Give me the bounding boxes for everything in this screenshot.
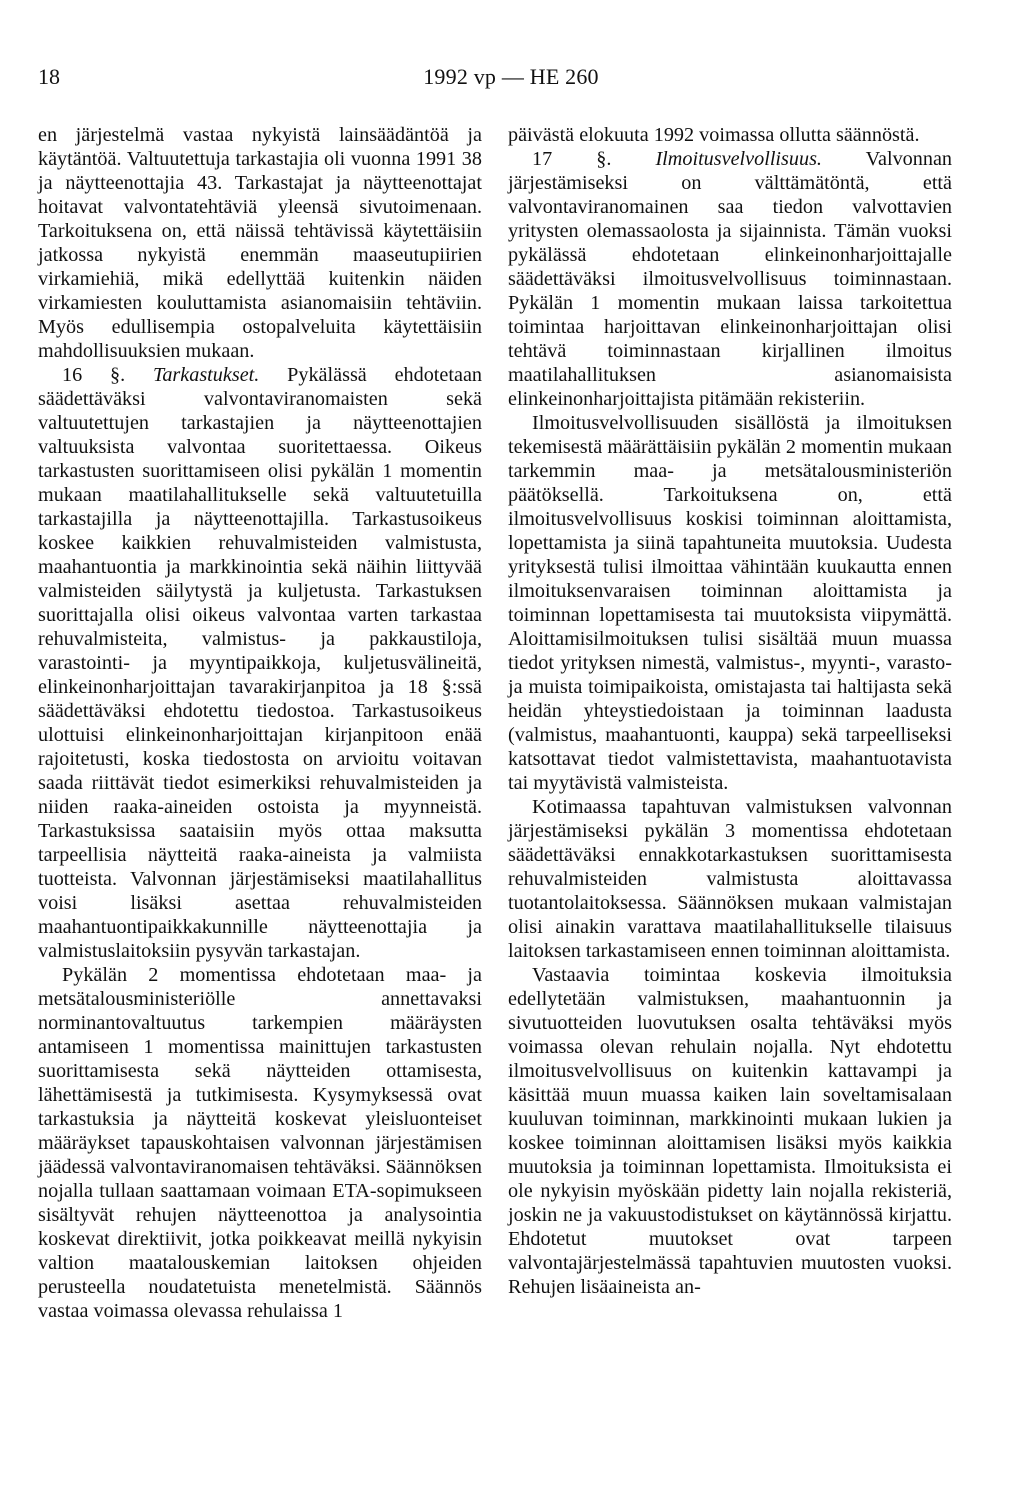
section-body: Valvonnan järjestämiseksi on välttämätöntä, että valvontaviranomainen saa tiedon valvottavien yritysten olemassaolosta ja sijainnista. Tämän vuoksi pykälässä ehdotetaan elinkeinonharjoittajalle säädettäväksi ilmoitusvelvollisuus toiminnastaan. Pykälän 1 momentin mukaan laissa tarkoitettua toimintaa harjoittavan elinkeinonharjoittajan olisi tehtävä toiminnastaan kirjallinen ilmoitus maatilahallituksen asianomaisista elinkeinonharjoittajista pitämään rekisteriin.	[508, 148, 953, 410]
section-16-paragraph	[38, 363, 482, 963]
section-number: 16 §.	[62, 364, 126, 386]
left-column	[38, 123, 482, 1323]
running-title: 1992 vp — HE 260	[423, 64, 599, 89]
section-17-paragraph	[508, 147, 952, 411]
paragraph: en järjestelmä vastaa nykyistä lainsäädäntöä ja käytäntöä. Valtuutettuja tarkastajia oli vuonna 1991 38 ja näytteenottajia 43. Tarkastajat ja näytteenottajat hoitavat valvontatehtäviä yleensä sivutoimenaan. Tarkoituksena on, että näissä tehtävissä käytettäisiin jatkossa nykyistä enemmän maaseutupiirien virkamiehiä, mikä edellyttää kuitenkin näiden virkamiesten kouluttamista asianomaisiin tehtäviin. Myös edullisempia ostopalveluita käytettäisiin mahdollisuuksien mukaan.	[38, 124, 482, 362]
paragraph: Vastaavia toimintaa koskevia ilmoituksia edellytetään valmistuksen, maahantuonnin ja sivutuotteiden luovutuksen osalta tehtäväksi myös voimassa olevan rehulain nojalla. Nyt ehdotettu ilmoitusvelvollisuus on kuitenkin kattavampi ja käsittää muun muassa kaiken lain soveltamisalaan kuuluvan toiminnan, markkinointi mukaan lukien ja koskee toiminnan aloittamisen lisäksi myös kaikkia muutoksia ja toiminnan lopettamista. Ilmoituksista ei ole nykyisin myöskään pidetty lain nojalla rekisteriä, joskin ne ja vakuustodistukset on käytännössä kirjattu. Ehdotetut muutokset ovat tarpeen valvontajärjestelmässä tapahtuvien muutosten vuoksi. Rehujen lisäaineista an-	[508, 964, 952, 1298]
section-body: Pykälässä ehdotetaan säädettäväksi valvontaviranomaisten sekä valtuutettujen tarkastajien ja näytteenottajien valtuuksista valvontaa suoritettaessa. Oikeus tarkastusten suorittamiseen olisi pykälän 1 momentin mukaan maatilahallitukselle sekä valtuutetuilla tarkastajilla ja näytteenottajilla. Tarkastusoikeus koskee kaikkien rehuvalmisteiden valmistusta, maahantuontia ja markkinointia sekä näihin liittyvää valmisteiden säilytystä ja kuljetusta. Tarkastuksen suorittajalla olisi oikeus valvontaa varten tarkastaa rehuvalmisteita, valmistus- ja pakkaustiloja, varastointi- ja myyntipaikkoja, kuljetusvälineitä, elinkeinonharjoittajan tavarakirjanpitoa ja 18 §:ssä säädettäväksi ehdotettu tiedostoa. Tarkastusoikeus ulottuisi elinkeinonharjoittajan kirjanpitoon enää rajoitetusti, koska tiedostosta on arvioitu voitavan saada riittävät tiedot esimerkiksi rehuvalmisteiden ja niiden raaka-aineiden ostoista ja myynneistä. Tarkastuksissa saataisiin myös ottaa maksutta tarpeellisia näytteitä raaka-aineista ja valmiista tuotteista. Valvonnan järjestämiseksi maatilahallitus voisi lisäksi asettaa rehuvalmisteiden maahantuontipaikkakunnille näytteenottajia ja valmistuslaitoksiin pysyvän tarkastajan.	[38, 364, 482, 962]
paragraph: Pykälän 2 momentissa ehdotetaan maa- ja metsätalousministeriölle annettavaksi norminantovaltuutus tarkempien määräysten antamiseen 1 momentissa mainittujen tarkastusten suorittamisesta sekä näytteiden ottamisesta, lähettämisestä ja tutkimisesta. Kysymyksessä ovat tarkastuksia ja näytteitä koskevat yleisluonteiset määräykset tapauskohtaisen valvonnan järjestämisen jäädessä valvontaviranomaisen tehtäväksi. Säännöksen nojalla tullaan saattamaan voimaan ETA-sopimukseen sisältyvät rehujen näytteenottoa ja analysointia koskevat direktiivit, jotka poikkeavat meillä nykyisin valtion maatalouskemian laitoksen ohjeiden perusteella noudatetuista menetelmistä. Säännös vastaa voimassa olevassa rehulaissa 1	[38, 964, 482, 1322]
paragraph: Ilmoitusvelvollisuuden sisällöstä ja ilmoituksen tekemisestä määrättäisiin pykälän 2 momentin mukaan tarkemmin maa- ja metsätalousministeriön päätöksellä. Tarkoituksena on, että ilmoitusvelvollisuus koskisi toiminnan aloittamista, lopettamista ja siinä tapahtuneita muutoksia. Uudesta yrityksestä tulisi ilmoittaa vähintään kuukautta ennen ilmoituksenvaraisen toiminnan aloittamista ja toiminnan lopettamisesta tai muutoksista viipymättä. Aloittamisilmoituksen tulisi sisältää muun muassa tiedot yrityksen nimestä, valmistus-, myynti-, varasto- ja muista toimipaikoista, omistajasta tai haltijasta sekä heidän yhteystiedoistaan ja toiminnan laadusta (valmistus, maahantuonti, kauppa) sekä tarpeelliseksi katsottavat tiedot valmistettavista, maahantuotavista tai myytävistä valmisteista.	[508, 412, 952, 794]
page-header	[38, 60, 984, 94]
section-number: 17 §.	[532, 148, 612, 170]
right-column	[508, 123, 952, 1299]
paragraph: Kotimaassa tapahtuvan valmistuksen valvonnan järjestämiseksi pykälän 3 momentissa ehdotetaan säädettäväksi ennakkotarkastuksen suorittamisesta rehuvalmisteiden valmistusta aloittavassa tuotantolaitoksessa. Säännöksen mukaan valmistajan olisi ainakin varattava maatilahallitukselle tilaisuus laitoksen tarkastamiseen ennen toiminnan aloittamista.	[508, 796, 952, 962]
section-title: Ilmoitusvelvollisuus.	[655, 148, 822, 170]
section-title: Tarkastukset.	[152, 364, 260, 386]
paragraph: päivästä elokuuta 1992 voimassa ollutta säännöstä.	[508, 124, 920, 146]
page-number: 18	[38, 64, 60, 89]
